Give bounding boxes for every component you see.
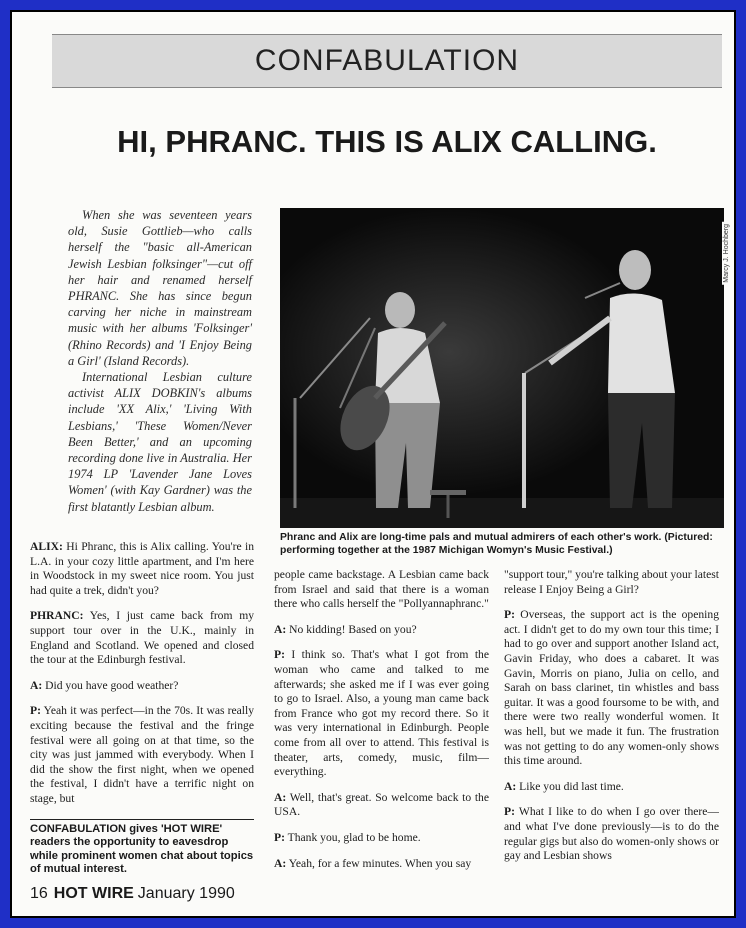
photo-caption: Phranc and Alix are long-time pals and mutual admirers of each other's work. (Pictured: performing together at the 1987 Michigan Womyn's Music Festival.) <box>280 532 713 556</box>
magazine-page <box>10 10 736 918</box>
speaker-label: PHRANC: <box>30 609 84 623</box>
intro-paragraph: International Lesbian culture activist ALIX DOBKIN's albums include 'XX Alix,' 'Living With Lesbians,' 'These Women/Never Been Better,' and an upcoming recording done live in Australia. Her 1974 LP 'Lavender Jane Loves Women' (with Kay Gardner) was the first blatantly Lesbian album. <box>68 370 252 514</box>
paragraph-text: Hi Phranc, this is Alix calling. You're in L.A. in your cozy little apartment, and I'm here in Woodstock in my sweet nice room. You just had quite a trek, didn't you? <box>30 540 254 597</box>
interview-paragraph <box>30 704 254 806</box>
interview-paragraph <box>274 791 489 820</box>
interview-column-3 <box>504 568 719 886</box>
intro-text <box>68 207 252 515</box>
speaker-label: P: <box>504 608 515 622</box>
interview-paragraph <box>30 609 254 667</box>
speaker-label: A: <box>504 779 517 793</box>
interview-paragraph <box>274 857 489 872</box>
sidebar-note: CONFABULATION gives 'HOT WIRE' readers the opportunity to eavesdrop while prominent women chat about topics of mutual interest. <box>30 823 254 876</box>
interview-paragraph <box>504 608 719 769</box>
interview-paragraph <box>274 623 489 638</box>
issue-date: January 1990 <box>137 885 235 902</box>
speaker-label: P: <box>274 830 285 844</box>
interview-paragraph <box>274 648 489 779</box>
speaker-label: A: <box>274 790 287 804</box>
paragraph-text: What I like to do when I go over there—and what I've done previously—is to do the regular gigs but also do women-only shows or gay and Lesbian shows <box>504 805 719 863</box>
speaker-label: A: <box>274 622 287 636</box>
interview-paragraph <box>504 780 719 795</box>
paragraph-text: Like you did last time. <box>519 779 624 793</box>
speaker-label: A: <box>30 678 43 692</box>
paragraph-text: No kidding! Based on you? <box>289 622 417 636</box>
interview-column-2 <box>274 568 489 886</box>
intro-paragraph: When she was seventeen years old, Susie Gottlieb—who calls herself the "basic all-American Jewish Lesbian folksinger"—cut off her hair and renamed herself PHRANC. She has since begun carving her niche in mainstream music with her albums 'Folksinger' (Rhino Records) and 'I Enjoy Being a Girl' (Island Records). <box>68 208 252 368</box>
paragraph-text: Yeah, for a few minutes. When you say <box>288 856 472 870</box>
publication-name: HOT WIRE <box>53 885 134 902</box>
paragraph-text: Thank you, glad to be home. <box>287 830 421 844</box>
speaker-label: A: <box>274 856 287 870</box>
article-headline: HI, PHRANC. THIS IS ALIX CALLING. <box>117 124 657 159</box>
interview-paragraph <box>504 568 719 597</box>
sidebar-divider <box>30 819 254 820</box>
interview-column-1 <box>30 540 254 818</box>
photo-credit: Marcy J. Hochberg <box>723 224 730 283</box>
paragraph-text: I think so. That's what I got from the woman who came and talked to me afterwards; she asked me if I was ever going to go to Israel. Also, a young man came back from France who got my record there. So it was very international in Edinburgh. People come from all over to attend. This festival is theater, arts, comedy, music, film—everything. <box>274 648 489 779</box>
speaker-label: P: <box>274 648 285 662</box>
section-header-bar <box>52 34 722 88</box>
paragraph-text: Yes, I just came back from my support tour over in the U.K., mainly in England and Scotland. We opened and closed the tour at the Edinburgh festival. <box>30 609 254 667</box>
concert-photo <box>280 208 724 528</box>
speaker-label: P: <box>504 805 515 819</box>
paragraph-text: Yeah it was perfect—in the 70s. It was really exciting because the festival and the fringe festival were all going on at that time, so the city was just jammed with everybody. When I did the show the first night, when we opened the festival, I didn't have a terrific night on stage, but <box>30 704 254 805</box>
interview-paragraph <box>30 540 254 598</box>
paragraph-text: Well, that's great. So welcome back to the USA. <box>274 790 489 819</box>
paragraph-text: Did you have good weather? <box>45 678 179 692</box>
section-title: CONFABULATION <box>254 44 520 77</box>
paragraph-text: Overseas, the support act is the opening act. I didn't get to do my own tour this time; I had to go over and support another Island act, Gavin Friday, who does a cabaret. It was Gavin, Morris on piano, Julia on cello, and Sarah on bass clarinet, tin whistles and bass guitar. It was a good foursome to be with, and there were two really wonderful women. It was hell, but we made it fun. The frustration was not getting to do any women-only shows this time around. <box>504 608 719 768</box>
interview-paragraph <box>30 679 254 694</box>
interview-paragraph <box>274 831 489 846</box>
concert-photo-illustration <box>280 208 724 528</box>
page-footer <box>30 885 235 903</box>
speaker-label: P: <box>30 704 41 718</box>
paragraph-text: "support tour," you're talking about your latest release I Enjoy Being a Girl? <box>504 568 719 596</box>
interview-paragraph <box>274 568 489 612</box>
interview-paragraph <box>504 805 719 863</box>
page-number: 16 <box>30 885 48 902</box>
paragraph-text: people came backstage. A Lesbian came back from Israel and said that there is a woman there who calls herself the "Pollyannaphranc." <box>274 568 489 611</box>
speaker-label: ALIX: <box>30 540 63 553</box>
